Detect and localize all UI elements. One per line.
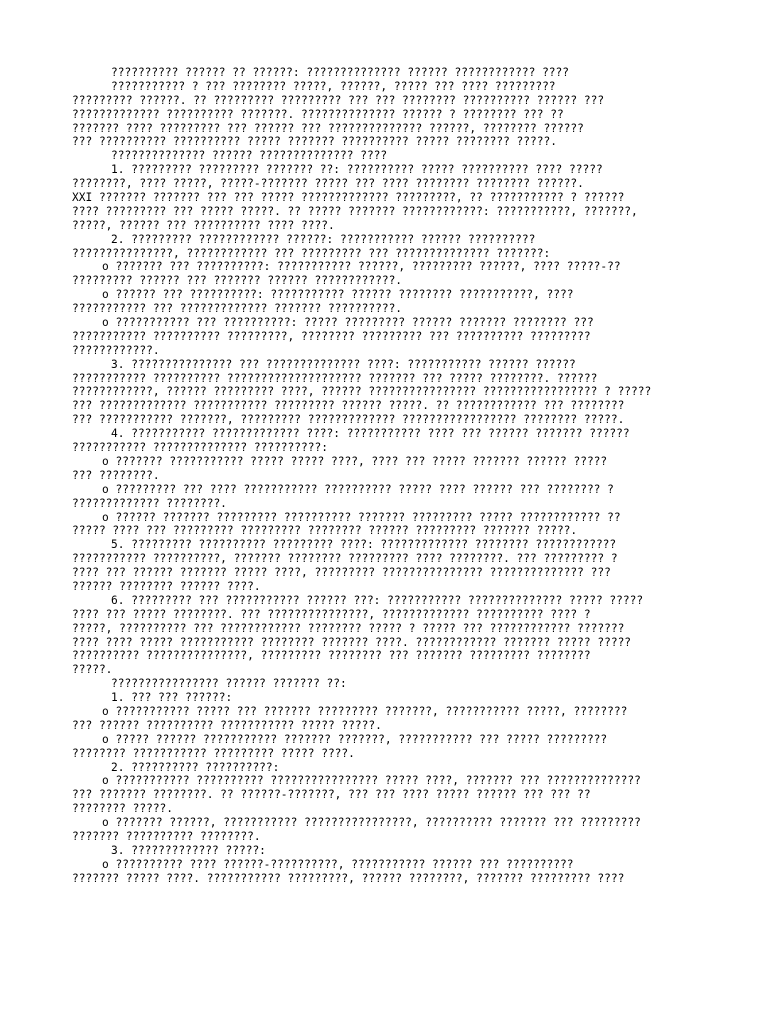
text-line: ???? ????????? ??? ????? ?????. ?? ????? ??????? ????????????: ???????????, ???????, bbox=[72, 204, 638, 218]
text-line: 3. ????????????? ?????: bbox=[111, 843, 266, 857]
text-line: ???????????????, ???????????? ??? ????????? ??? ?????????????? ???????: bbox=[72, 246, 551, 260]
text-line: XXI ??????? ??????? ??? ??? ????? ????????????? ?????????, ?? ??????????? ? ?????? bbox=[72, 191, 625, 205]
text-line: ????????????, ?????? ????????? ????, ?????? ???????????????? ????????????????? ? ????? bbox=[72, 385, 652, 399]
text-line: o ??????? ??????, ??????????? ????????????????, ?????????? ??????? ??? ????????? bbox=[102, 816, 641, 830]
text-line: o ??????????? ????? ??? ??????? ????????? ???????, ??????????? ?????, ???????? bbox=[102, 704, 628, 718]
text-line: o ????????? ??? ???? ??????????? ?????????? ????? ???? ?????? ??? ???????? ? bbox=[102, 482, 614, 496]
text-line: 6. ????????? ??? ??????????? ?????? ???: ??????????? ?????????????? ????? ????? bbox=[111, 593, 644, 607]
text-line: o ??????????? ?????????? ???????????????? ????? ????, ??????? ??? ?????????????? bbox=[102, 774, 641, 788]
text-line: o ?????????? ???? ??????-??????????, ??????????? ?????? ??? ?????????? bbox=[102, 857, 574, 871]
text-line: ????????????? ????????. bbox=[72, 496, 227, 510]
text-line: o ?????? ??? ??????????: ??????????? ?????? ???????? ???????????, ???? bbox=[102, 288, 574, 302]
text-line: ?????????? ???????????????, ????????? ???????? ??? ??????? ????????? ???????? bbox=[72, 649, 591, 663]
text-line: o ??????????? ??? ??????????: ????? ????????? ?????? ??????? ???????? ??? bbox=[102, 316, 594, 330]
text-line: ??? ??????? ????????. ?? ??????-???????, ??? ??? ???? ????? ?????? ??? ??? ?? bbox=[72, 788, 591, 802]
text-line: ?????. bbox=[72, 663, 113, 677]
text-line: ???????????????? ?????? ??????? ??: bbox=[111, 677, 347, 691]
text-line: o ?????? ??????? ????????? ?????????? ??????? ????????? ????? ???????????? ?? bbox=[102, 510, 621, 524]
text-line: ??????????? ?????????????? ??????????: bbox=[72, 441, 328, 455]
text-line: o ????? ?????? ??????????? ??????? ???????, ??????????? ??? ????? ????????? bbox=[102, 732, 608, 746]
text-line: ?????, ?????????? ??? ???????????? ???????? ????? ? ????? ??? ???????????? ??????? bbox=[72, 621, 625, 635]
text-line: ???????? ?????. bbox=[72, 802, 174, 816]
text-line: ??????????? ??????????, ??????? ???????? ????????? ???? ????????. ??? ????????? ? bbox=[72, 552, 618, 566]
text-line: ???? ???? ????? ??????????? ???????? ??????? ????. ???????????? ??????? ????? ????? bbox=[72, 635, 632, 649]
text-line: ???? ??? ????? ????????. ??? ???????????????, ????????????? ?????????? ???? ? bbox=[72, 607, 591, 621]
text-line: 1. ??? ??? ??????: bbox=[111, 691, 233, 705]
text-line: o ??????? ??? ??????????: ??????????? ??????, ????????? ??????, ???? ?????-?? bbox=[102, 260, 621, 274]
text-line: ????????, ???? ?????, ?????-??????? ????? ??? ???? ???????? ???????? ??????. bbox=[72, 177, 584, 191]
text-line: ??????? ???? ????????? ??? ?????? ??? ?????????????? ??????, ???????? ?????? bbox=[72, 121, 584, 135]
text-line: ????????????. bbox=[72, 343, 160, 357]
text-line: ????? ???? ??? ????????? ????????? ???????? ?????? ????????? ??????? ?????. bbox=[72, 524, 578, 538]
text-line: ??? ????????????? ??????????? ????????? ?????? ?????. ?? ???????????? ??? ???????? bbox=[72, 399, 625, 413]
text-line: ??????? ????? ????. ??????????? ?????????, ?????? ????????, ??????? ????????? ???? bbox=[72, 871, 625, 885]
text-line: ??????? ?????????? ????????. bbox=[72, 829, 261, 843]
text-line: 5. ????????? ?????????? ????????? ????: ????????????? ???????? ???????????? bbox=[111, 538, 617, 552]
text-line: ????????? ??????. ?? ????????? ????????? ??? ??? ???????? ?????????? ?????? ??? bbox=[72, 93, 605, 107]
text-line: 3. ??????????????? ??? ?????????????? ????: ??????????? ?????? ?????? bbox=[111, 357, 576, 371]
text-line: ??? ??????????? ???????, ????????? ????????????? ????????????????? ???????? ?????. bbox=[72, 413, 625, 427]
text-line: ????????????? ?????????? ???????. ?????????????? ?????? ? ???????? ??? ?? bbox=[72, 107, 564, 121]
text-line: 1. ????????? ????????? ??????? ??: ?????????? ????? ?????????? ???? ????? bbox=[111, 163, 603, 177]
text-line: ?????, ?????? ??? ?????????? ???? ????. bbox=[72, 218, 335, 232]
text-line: ??????????? ?????????? ?????????, ???????? ????????? ??? ?????????? ????????? bbox=[72, 329, 591, 343]
text-line: ?????? ???????? ?????? ????. bbox=[72, 579, 261, 593]
text-line: 2. ????????? ???????????? ??????: ??????????? ?????? ?????????? bbox=[111, 232, 536, 246]
text-line: ??????????? ? ??? ???????? ?????, ??????, ????? ??? ???? ????????? bbox=[111, 79, 556, 93]
text-line: ??? ?????????? ?????????? ????? ??????? ?????????? ????? ???????? ?????. bbox=[72, 135, 557, 149]
text-line: ??????????? ??? ????????????? ??????? ??????????. bbox=[72, 302, 403, 316]
text-line: o ??????? ??????????? ????? ????? ????, ???? ??? ????? ??????? ?????? ????? bbox=[102, 454, 608, 468]
text-line: 2. ?????????? ??????????: bbox=[111, 760, 280, 774]
text-line: ??? ????????. bbox=[72, 468, 160, 482]
text-line: ??????????? ?????????? ???????????????????? ??????? ??? ????? ????????. ?????? bbox=[72, 371, 598, 385]
text-line: ???????? ??????????? ????????? ????? ????. bbox=[72, 746, 355, 760]
text-line: ???? ??? ?????? ??????? ????? ????, ????????? ??????????????? ?????????????? ??? bbox=[72, 566, 611, 580]
document-page bbox=[72, 66, 692, 886]
text-line: ????????? ?????? ??? ??????? ?????? ????????????. bbox=[72, 274, 403, 288]
text-line: ?????????? ?????? ?? ??????: ?????????????? ?????? ???????????? ???? bbox=[111, 66, 570, 79]
text-line: ??? ?????? ?????????? ??????????? ????? ?????. bbox=[72, 718, 382, 732]
text-line: ?????????????? ?????? ?????????????? ???? bbox=[111, 149, 388, 163]
text-line: 4. ??????????? ????????????? ????: ??????????? ???? ??? ?????? ??????? ?????? bbox=[111, 427, 630, 441]
